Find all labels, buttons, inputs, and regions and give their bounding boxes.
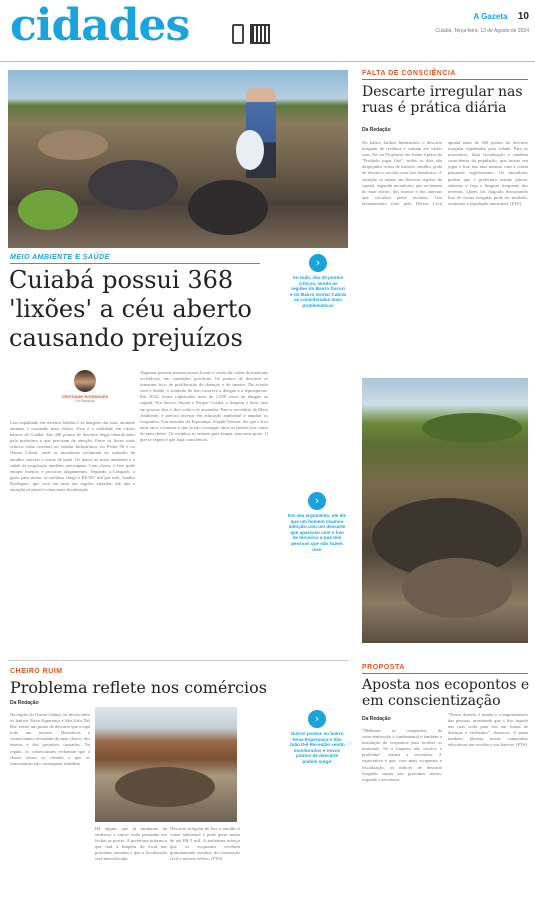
- article-col-3: [170, 826, 240, 896]
- author-avatar: [74, 370, 96, 392]
- article-col-1: [10, 420, 135, 656]
- kicker-cheiro-ruim: CHEIRO RUIM: [10, 668, 63, 675]
- masthead-right: [435, 6, 529, 34]
- photo-debris: [88, 160, 178, 210]
- photo-debris: [38, 130, 108, 160]
- article-text: Na região do Osmar Cabral, na divisa entre os bairros Nova Esperança e São João Del Rei, existe um ponto de descarte que ocupa todo um terreno. Moradores e comerciantes reclamam do mau cheiro, dos insetos e dos prejuízos causados. Na região, os comerciantes reclamam que o cheiro afasta os clientes e que os funcionários não conseguem trabalhar.: [10, 712, 90, 766]
- photo-trees: [422, 413, 522, 443]
- author-role: Da Redação: [75, 399, 95, 403]
- article-text: Lixo espalhado em terrenos baldios e às margens das ruas, atraindo animais e causando mau cheiro. Essa é a realidade em vários bairros de Cuiabá. São 368 pontos de descarte ilegal identificados pela prefeitura e que precisam de atenção. Entre os locais mais críticos estão terrenos no Jardim Industriário, no Pedra 90 e no Osmar Cabral, onde os moradores reclamam do acúmulo de entulho, móveis e restos de poda. Os danos ao meio ambiente e à saúde da população também preocupam. Com chuva, o lixo pode entupir bueiros e provocar alagamentos. Segundo a Limpurb, o gasto para retirar os resíduos chega a R$ 907 mil por mês. Sandra Rodrigues, que vive em uma das regiões afetadas, diz que a situação só piora e cobra mais fiscalização.: [10, 420, 135, 493]
- kicker-meio-ambiente: MEIO AMBIENTE E SAÚDE: [10, 254, 110, 261]
- sidebar-outros-pontos: [288, 710, 346, 765]
- headline-cuiaba-lixoes: Cuiabá possui 368 'lixões' a céu aberto causando prejuízos: [9, 266, 252, 352]
- page-number: 10: [517, 11, 529, 22]
- headline-comercios: Problema reflete nos comércios: [10, 678, 267, 697]
- phone-icon: [232, 24, 244, 44]
- section-title: cidades: [10, 0, 190, 51]
- article-col-2: [140, 370, 268, 656]
- app-promo: [204, 24, 314, 46]
- article-text: Há alguns que já mudaram de endereço e outros estão pensando em fechar as portas. A prefeitura informou que fará a limpeza do local nas próximas semanas e que a fiscalização será intensificada.: [95, 826, 167, 862]
- sidebar-text: Em seu argumento, ele diz que um homem chamou atenção com um descarte que apareceu com o lixo de terceiros e que tem pessoas que não fazem isso: [288, 513, 346, 552]
- headline-ecopontos: Aposta nos ecopontos e em conscientização: [362, 677, 530, 709]
- article-text: "Melhorar as campanhas de conscientização é fundamental e também a instalação de ecopontos para receber os materiais. Só a limpeza não resolve o problema", afirma a secretária. A expectativa é que, com mais ecopontos e fiscalização, os índices de descarte irregular caiam nos próximos meses, segundo a secretaria.: [362, 728, 442, 782]
- arrow-right-icon: ›: [308, 492, 326, 510]
- photo-debris: [402, 558, 512, 618]
- photo-abandoned-lot: [95, 707, 237, 822]
- article-text: "Nosso desafio é mudar o comportamento das pessoas, mostrando que o lixo jogado nas ruas volta para nós em forma de doenças e enchentes", destacou. A pasta também planeja novas campanhas educativas nas escolas e nos bairros. (FTS): [448, 712, 528, 748]
- kicker-proposta: PROPOSTA: [362, 664, 405, 671]
- kicker-falta-consciencia: FALTA DE CONSCIÊNCIA: [362, 70, 456, 77]
- article-col-1: [362, 728, 442, 896]
- arrow-right-icon: ›: [308, 710, 326, 728]
- headline-descarte-irregular: Descarte irregular nas ruas é prática diária: [362, 84, 523, 116]
- article-text: Algumas pessoas moram nesses locais e vivem da coleta de materiais recicláveis, em condições precárias. Os pontos de descarte se tornaram foco de proliferação de doenças e de insetos. De acordo com a Saúde, o acúmulo de lixo favorece a dengue e a leptospirose. Em 2024, foram registrados mais de 1.200 casos de dengue na capital. Nos bairros Sucuri e Parque Cuiabá, a limpeza é feita, mas em poucos dias o lixo volta a se acumular. Para o secretário de Meio Ambiente, é preciso investir em educação ambiental e ampliar os ecopontos. Um morador da Esperança, Joseph Taveira, diz que o lixo atrai ratos e baratas e que já não consegue abrir as janelas por causa do mau cheiro. Os vizinhos se reúnem para limpar, mas sem apoio. O que se espera é que haja consciência.: [140, 370, 268, 443]
- sidebar-pontos-criticos: [290, 254, 346, 309]
- byline: Da Redação: [362, 716, 391, 722]
- photo-debris: [188, 180, 268, 235]
- sidebar-text: Outros pontos no bairro Nova Esperança e São João Del Rei estão sendo monitorados e novos pontos de descarte podem surgir: [289, 731, 345, 764]
- article-col-2: [448, 712, 528, 896]
- section-divider: [8, 660, 348, 661]
- sidebar-text: Ao todo, são 30 pontos críticos, sendo as regiões do Bairro Sucuri e do Bairro Osmar Cabral as consideradas mais problemáticas: [290, 275, 346, 308]
- article-text: No bairro Jardim Industriário o descarte irregular de resíduos é comum em várias ruas. Na via Projetada, em frente à placa de "Proibido jogar lixo", todos os dias são despejados restos de móveis, entulho, poda de árvores e sacolas com lixo doméstico. A situação se repete em diversas regiões da capital, segundo moradores, que reclamam do mau cheiro, dos insetos e dos animais que circulam pelos terrenos. Um levantamento feito pela Defesa Civil aponta mais de 300 pontos de descarte irregular espalhados pela cidade. Para os moradores, falta fiscalização e também consciência da população, que insiste em jogar o lixo nas ruas mesmo com a coleta passando regularmente. Os moradores pedem que a prefeitura instale placas, câmeras e faça a limpeza frequente dos terrenos. Quem for flagrado descartando lixo de forma irregular pode ser multado, conforme a legislação municipal. (FTS): [362, 140, 528, 206]
- author-box: [60, 370, 110, 403]
- sidebar-argumento: [288, 492, 346, 552]
- byline: Da Redação: [10, 700, 39, 706]
- article-body-descarte: [362, 140, 528, 370]
- byline: Da Redação: [362, 127, 391, 133]
- photo-debris: [115, 767, 215, 807]
- kicker-rule: [362, 673, 528, 674]
- kicker-rule: [362, 79, 528, 80]
- page-masthead: [0, 0, 535, 62]
- article-col-2: [95, 826, 167, 896]
- photo-debris: [18, 190, 78, 230]
- main-photo-landfill: [8, 70, 348, 248]
- qr-code-icon: [250, 24, 270, 44]
- kicker-rule: [10, 263, 260, 264]
- article-col-1: [10, 712, 90, 896]
- article-text: Descarte irregular de lixo e entulho é crime ambiental e pode gerar multa de até R$ 5 mil. A prefeitura reforça que os ecopontos recebem gratuitamente resíduos da construção civil e móveis velhos. (FTS): [170, 826, 240, 862]
- edition-date: Cuiabá, Terça-feira, 13 de Agosto de 2024: [435, 28, 529, 34]
- arrow-right-icon: ›: [309, 254, 327, 272]
- author-name: CRISTIANE RODRIGUES: [61, 394, 109, 399]
- photo-trash-roadside: [362, 378, 528, 643]
- newspaper-brand: A Gazeta: [473, 12, 508, 21]
- photo-white-bag: [236, 130, 264, 170]
